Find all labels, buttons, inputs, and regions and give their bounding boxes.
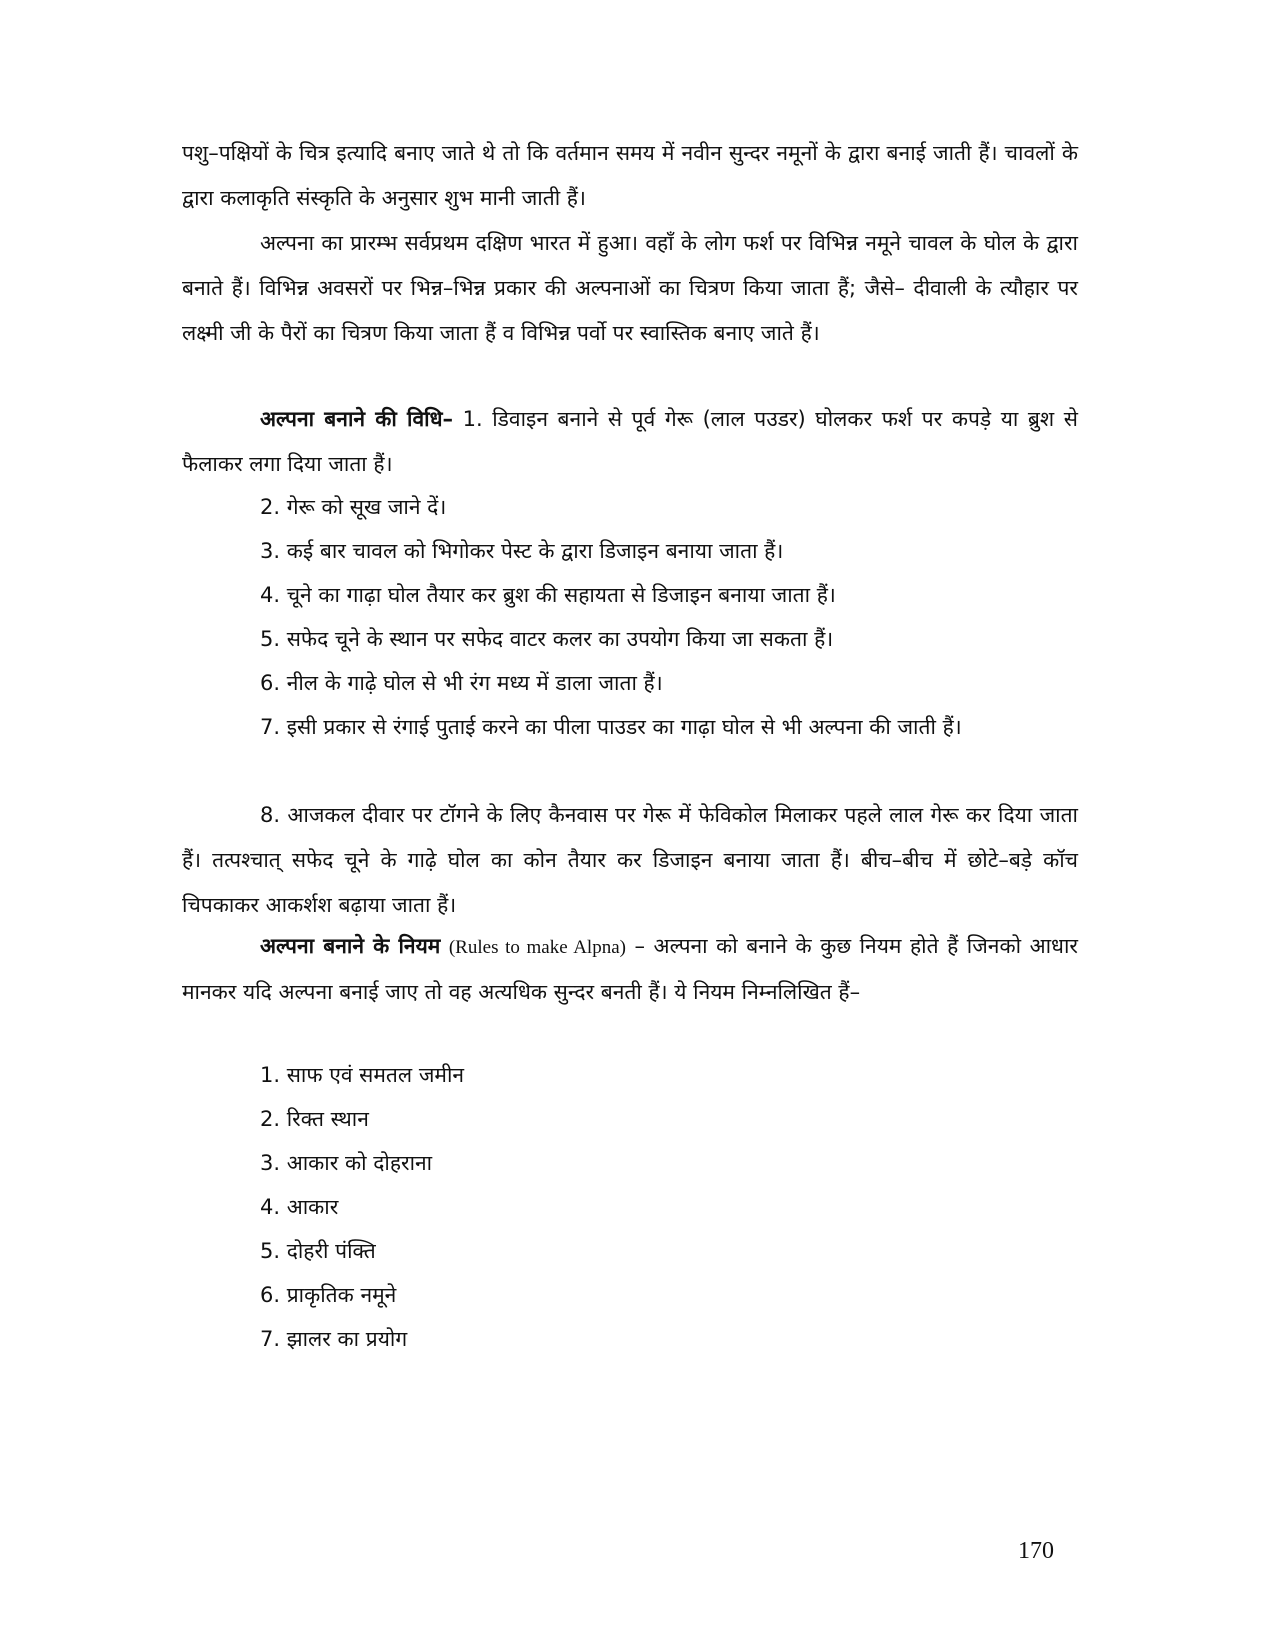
rules-intro-text: – अल्पना को बनाने के कुछ नियम होते हैं जिनको आधार मानकर यदि अल्पना बनाई जाए तो वह अत्यधिक सुन्दर बनती हैं। ये नियम निम्नलिखित हैं– — [182, 934, 1078, 1004]
method-step-8: 8. आजकल दीवार पर टॉगने के लिए कैनवास पर गेरू में फेविकोल मिलाकर पहले लाल गेरू कर दिया जाता हैं। तत्पश्चात् सफेद चूने के गाढ़े घोल का कोन तैयार कर डिजाइन बनाया जाता हैं। बीच–बीच में छोटे–बड़े कॉच चिपकाकर आकर्शश बढ़ाया जाता हैं। — [182, 803, 1078, 917]
paragraph-origin: अल्पना का प्रारम्भ सर्वप्रथम दक्षिण भारत में हुआ। वहाँ के लोग फर्श पर विभिन्न नमूने चावल के घोल के द्वारा बनाते हैं। विभिन्न अवसरों पर भिन्न–भिन्न प्रकार की अल्पनाओं का चित्रण किया जाता हैं; जैसे– दीवाली के त्यौहार पर लक्ष्मी जी के पैरों का चित्रण किया जाता हैं व विभिन्न पर्वो पर स्वास्तिक बनाए जाते हैं। — [182, 231, 1078, 345]
paragraph-rules — [182, 924, 1078, 1015]
paragraph-intro: पशु–पक्षियों के चित्र इत्यादि बनाए जाते थे तो कि वर्तमान समय में नवीन सुन्दर नमूनों के द्वारा बनाई जाती हैं। चावलों के द्वारा कलाकृति संस्कृति के अनुसार शुभ मानी जाती हैं। — [182, 141, 1078, 210]
page-number: 170 — [1018, 1538, 1054, 1564]
rule-item: 7. झालर का प्रयोग — [260, 1327, 408, 1351]
method-step-4: 4. चूने का गाढ़ा घोल तैयार कर ब्रुश की सहायता से डिजाइन बनाया जाता हैं। — [260, 583, 836, 607]
method-step-7: 7. इसी प्रकार से रंगाई पुताई करने का पीला पाउडर का गाढ़ा घोल से भी अल्पना की जाती हैं। — [260, 715, 962, 739]
rule-item: 4. आकार — [260, 1195, 339, 1219]
method-step-3: 3. कई बार चावल को भिगोकर पेस्ट के द्वारा डिजाइन बनाया जाता हैं। — [260, 539, 784, 563]
method-step-2: 2. गेरू को सूख जाने दें। — [260, 495, 447, 519]
rule-item: 1. साफ एवं समतल जमीन — [260, 1063, 465, 1087]
rule-item: 6. प्राकृतिक नमूने — [260, 1283, 397, 1307]
rule-item: 3. आकार को दोहराना — [260, 1151, 433, 1175]
method-heading: अल्पना बनाने की विधि– — [260, 407, 454, 431]
rules-english-label: (Rules to make Alpna) — [448, 937, 626, 958]
paragraph-method — [182, 397, 1078, 487]
method-step-5: 5. सफेद चूने के स्थान पर सफेद वाटर कलर का उपयोग किया जा सकता हैं। — [260, 627, 834, 651]
rule-item: 2. रिक्त स्थान — [260, 1107, 369, 1131]
rules-heading: अल्पना बनाने के नियम — [260, 934, 441, 958]
method-step-6: 6. नील के गाढ़े घोल से भी रंग मध्य में डाला जाता हैं। — [260, 671, 663, 695]
rule-item: 5. दोहरी पंक्ति — [260, 1239, 376, 1263]
method-step-1: 1. डिवाइन बनाने से पूर्व गेरू (लाल पउडर) घोलकर फर्श पर कपड़े या ब्रुश से फैलाकर लगा दिया जाता हैं। — [182, 407, 1078, 476]
